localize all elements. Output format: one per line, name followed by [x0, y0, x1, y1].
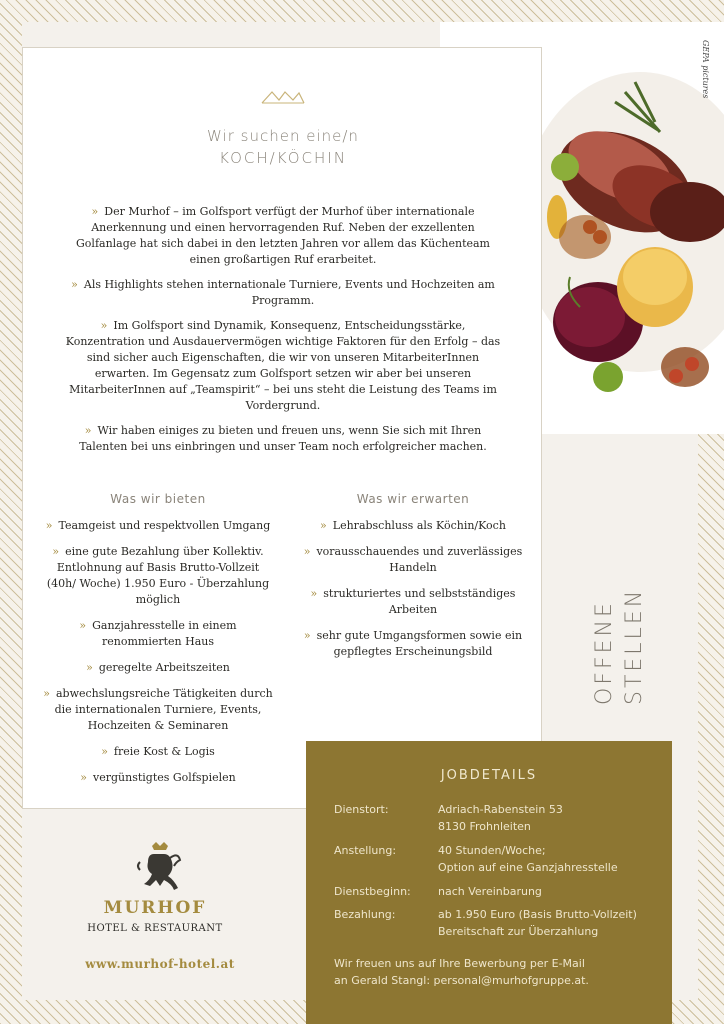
bullet-icon: »: [303, 629, 311, 642]
heading-line1: Wir suchen eine/n: [207, 127, 359, 145]
list-item: » vorausschauendes und zuverlässiges Handeln: [303, 545, 523, 574]
intro-paragraph: » Im Golfsport sind Dynamik, Konsequenz, Entscheidungsstärke, Konzentration und Ausdauervermögen wichtige Faktoren für den Erfolg – das sind sicher auch Eigenschaften, die wir von unseren MitarbeiterInnen erwarten. Im Gegensatz zum Golfsport setzen wir aber bei unseren MitarbeiterInnen auf „Teamspirit“ – bei uns steht die Leistung des Teams im Vordergrund.: [65, 319, 501, 412]
side-title: [590, 585, 650, 705]
expect-title: Was wir erwarten: [356, 492, 470, 506]
jobdetail-label: Dienstbeginn:: [334, 885, 411, 898]
bullet-icon: »: [84, 424, 92, 437]
list-item: » eine gute Bezahlung über Kollektiv. Entlohnung auf Basis Brutto-Vollzeit (40h/ Woche) 1.950 Euro - Überzahlung möglich: [46, 545, 270, 606]
list-item: » Teamgeist und respektvollen Umgang: [45, 519, 271, 532]
jobdetail-value: 40 Stunden/Woche; Option auf eine Ganzjahresstelle: [438, 844, 618, 874]
offer-list: [43, 518, 273, 796]
bullet-icon: »: [310, 587, 318, 600]
jobdetail-value: nach Vereinbarung: [438, 885, 542, 898]
list-item: » sehr gute Umgangsformen sowie ein gepflegtes Erscheinungsbild: [303, 629, 523, 658]
list-item: » Ganzjahresstelle in einem renommierten Haus: [79, 619, 237, 648]
bullet-icon: »: [303, 545, 311, 558]
list-item: » vergünstigtes Golfspielen: [80, 771, 236, 784]
list-item: » Lehrabschluss als Köchin/Koch: [320, 519, 506, 532]
jobdetails-title: JOBDETAILS: [440, 768, 538, 783]
intro-text: [63, 204, 503, 464]
website-link[interactable]: www.murhof-hotel.at: [85, 957, 235, 971]
jobdetail-label: Bezahlung:: [334, 908, 396, 921]
bullet-icon: »: [101, 745, 108, 758]
bullet-icon: »: [71, 278, 78, 291]
bullet-icon: »: [52, 545, 60, 558]
bullet-icon: »: [91, 205, 99, 218]
bullet-icon: »: [80, 771, 87, 784]
expect-list: [298, 518, 528, 670]
brand-subtitle: HOTEL & RESTAURANT: [87, 923, 223, 934]
jobdetail-value: Adriach-Rabenstein 53 8130 Frohnleiten: [438, 803, 563, 833]
list-item: » freie Kost & Logis: [101, 745, 215, 758]
jobdetails-box: [306, 741, 672, 1024]
jobdetail-value: ab 1.950 Euro (Basis Brutto-Vollzeit) Bereitschaft zur Überzahlung: [438, 908, 637, 938]
bullet-icon: »: [320, 519, 327, 532]
lion-crest-icon: [130, 840, 190, 894]
heading-line2: KOCH/KÖCHIN: [219, 149, 347, 167]
photo-credit: GEPA pictures: [701, 40, 710, 99]
jobdetail-label: Anstellung:: [334, 844, 397, 857]
list-item: » geregelte Arbeitszeiten: [86, 661, 230, 674]
jobdetail-label: Dienstort:: [334, 803, 389, 816]
mountain-icon: [261, 90, 305, 104]
brand-name: MURHOF: [103, 898, 207, 918]
intro-paragraph: » Der Murhof – im Golfsport verfügt der Murhof über internationale Anerkennung und einen hervorragenden Ruf. Neben der exzellenten Golfanlage hat sich dabei in den letzten Jahren vor allem das Küchenteam einen großartigen Ruf erarbeitet.: [76, 205, 490, 266]
bullet-icon: »: [79, 619, 87, 632]
intro-paragraph: » Als Highlights stehen internationale Turniere, Events und Hochzeiten am Programm.: [71, 278, 495, 307]
side-title-line1: OFFENE: [592, 600, 617, 705]
job-ad-card: [22, 47, 542, 809]
bullet-icon: »: [43, 687, 50, 700]
offer-title: Was wir bieten: [110, 492, 206, 506]
list-item: » abwechslungsreiche Tätigkeiten durch die internationalen Turniere, Events, Hochzeiten & Seminaren: [43, 687, 273, 732]
bullet-icon: »: [86, 661, 93, 674]
intro-paragraph: » Wir haben einiges zu bieten und freuen uns, wenn Sie sich mit Ihren Talenten bei uns einbringen und unser Team noch erfolgreicher machen.: [79, 424, 487, 453]
jobdetails-footer: Wir freuen uns auf Ihre Bewerbung per E-Mail an Gerald Stangl: personal@murhofgruppe.at.: [334, 957, 589, 987]
bullet-icon: »: [100, 319, 108, 332]
murhof-logo: [90, 840, 230, 898]
list-item: » strukturiertes und selbstständiges Arbeiten: [310, 587, 516, 616]
side-title-line2: STELLEN: [622, 587, 647, 705]
bullet-icon: »: [45, 519, 53, 532]
